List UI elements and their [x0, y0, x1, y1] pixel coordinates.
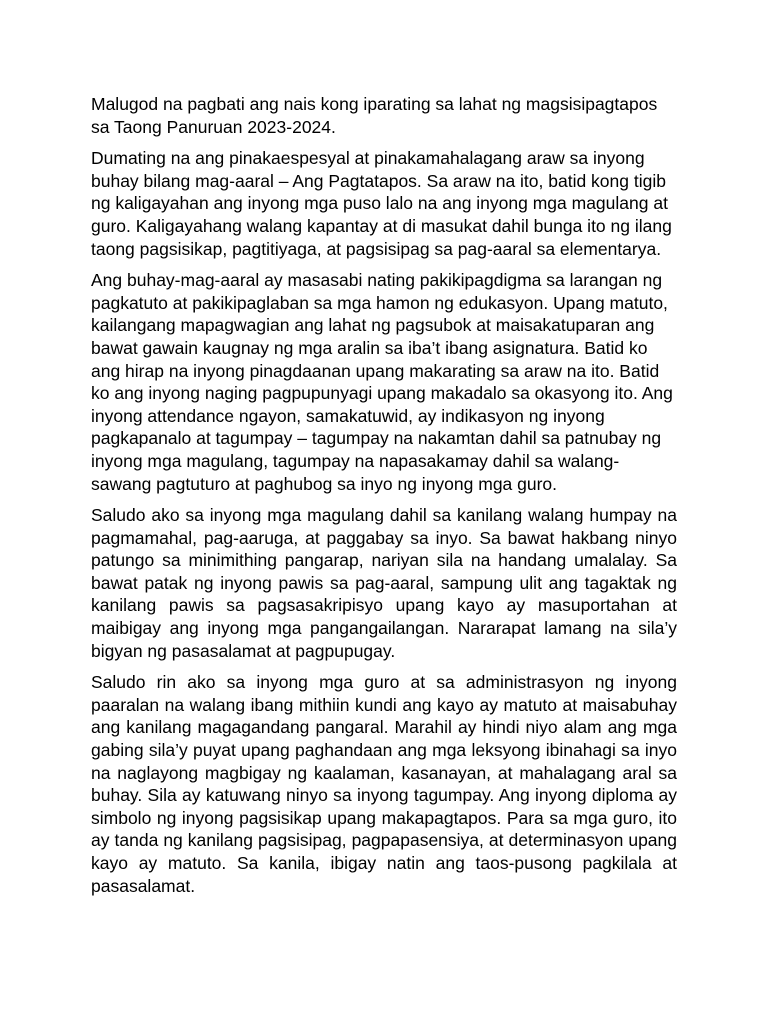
- text-line: na naglayong magbigay ng kaalaman, kasanayan, at mahalagang aral sa: [91, 762, 677, 783]
- parents-tribute-paragraph: [91, 504, 677, 662]
- text-line: pagkapanalo at tagumpay – tagumpay na nakamtan dahil sa patnubay ng: [91, 428, 662, 449]
- text-line: bigyan ng pasasalamat at pagpupugay.: [91, 640, 396, 661]
- text-line: maibigay ang inyong mga pangangailangan. Nararapat lamang na sila’y: [91, 618, 677, 639]
- text-line: pagmamahal, pag-aaruga, at paggabay sa inyo. Sa bawat hakbang ninyo: [91, 527, 677, 548]
- text-line: kayo ay matuto. Sa kanila, ibigay natin ang taos-pusong pagkilala at: [91, 853, 677, 873]
- text-line: kanilang pawis sa pagsasakripisyo upang kayo ay masuportahan at: [91, 595, 677, 616]
- text-line: buhay bilang mag-aaral – Ang Pagtatapos. Sa araw na ito, batid kong tigib: [91, 170, 666, 191]
- text-line: Saludo rin ako sa inyong mga guro at sa administrasyon ng inyong: [91, 672, 677, 693]
- text-line: inyong mga magulang, tagumpay na napasakamay dahil sa walang-: [91, 450, 620, 471]
- text-line: buhay. Sila ay katuwang ninyo sa inyong tagumpay. Ang inyong diploma ay: [91, 785, 677, 806]
- text-line: Malugod na pagbati ang nais kong iparating sa lahat ng magsisipagtapos: [91, 94, 658, 114]
- text-line: Ang buhay-mag-aaral ay masasabi nating pakikipagdigma sa larangan ng: [91, 270, 663, 291]
- text-line: bawat gawain kaugnay ng mga aralin sa iba’t ibang asignatura. Batid ko: [91, 337, 648, 358]
- text-line: pagkatuto at pakikipaglaban sa mga hamon ng edukasyon. Upang matuto,: [91, 292, 668, 313]
- text-line: simbolo ng inyong pagsisikap upang makapagtapos. Para sa mga guro, ito: [91, 807, 677, 828]
- text-line: bawat patak ng inyong pawis sa pag-aaral, sampung ulit ang tagaktak ng: [91, 572, 677, 593]
- teachers-tribute-paragraph: [91, 671, 677, 897]
- text-line: Dumating na ang pinakaespesyal at pinakamahalagang araw sa inyong: [91, 148, 645, 169]
- text-line: ang hirap na inyong pinagdaanan upang makarating sa araw na ito. Batid: [91, 360, 660, 381]
- text-line: ay tanda ng kanilang pagsisipag, pagpapasensiya, at determinasyon upang: [91, 830, 677, 851]
- student-life-paragraph: [91, 269, 677, 495]
- text-line: ng kaligayahan ang inyong mga puso lalo na ang inyong mga magulang at: [91, 193, 668, 214]
- text-line: paaralan na walang ibang mithiin kundi ang kayo ay matuto at maisabuhay: [91, 694, 677, 715]
- text-line: sawang pagtuturo at paghubog sa inyo ng inyong mga guro.: [91, 473, 558, 494]
- text-line: guro. Kaligayahang walang kapantay at di masukat dahil bunga ito ng ilang: [91, 215, 672, 236]
- text-line: sa Taong Panuruan 2023-2024.: [91, 116, 336, 137]
- text-line: gabing sila’y puyat upang paghandaan ang mga leksyong ibinahagi sa inyo: [91, 740, 677, 761]
- text-line: pasasalamat.: [91, 875, 196, 896]
- greeting-paragraph: [91, 93, 677, 138]
- graduation-day-paragraph: [91, 147, 677, 260]
- text-line: taong pagsisikap, pagtitiyaga, at pagsisipag sa pag-aaral sa elementarya.: [91, 238, 662, 259]
- text-line: kailangang mapagwagian ang lahat ng pagsubok at maisakatuparan ang: [91, 315, 655, 336]
- text-line: inyong attendance ngayon, samakatuwid, ay indikasyon ng inyong: [91, 405, 605, 426]
- text-line: patungo sa minimithing pangarap, nariyan sila na handang umalalay. Sa: [91, 550, 677, 571]
- text-line: ko ang inyong naging pagpupunyagi upang makadalo sa okasyong ito. Ang: [91, 383, 673, 404]
- document-page: [91, 93, 677, 906]
- text-line: ang kanilang magagandang pangaral. Marahil ay hindi niyo alam ang mga: [91, 717, 677, 738]
- text-line: Saludo ako sa inyong mga magulang dahil sa kanilang walang humpay na: [91, 505, 677, 526]
